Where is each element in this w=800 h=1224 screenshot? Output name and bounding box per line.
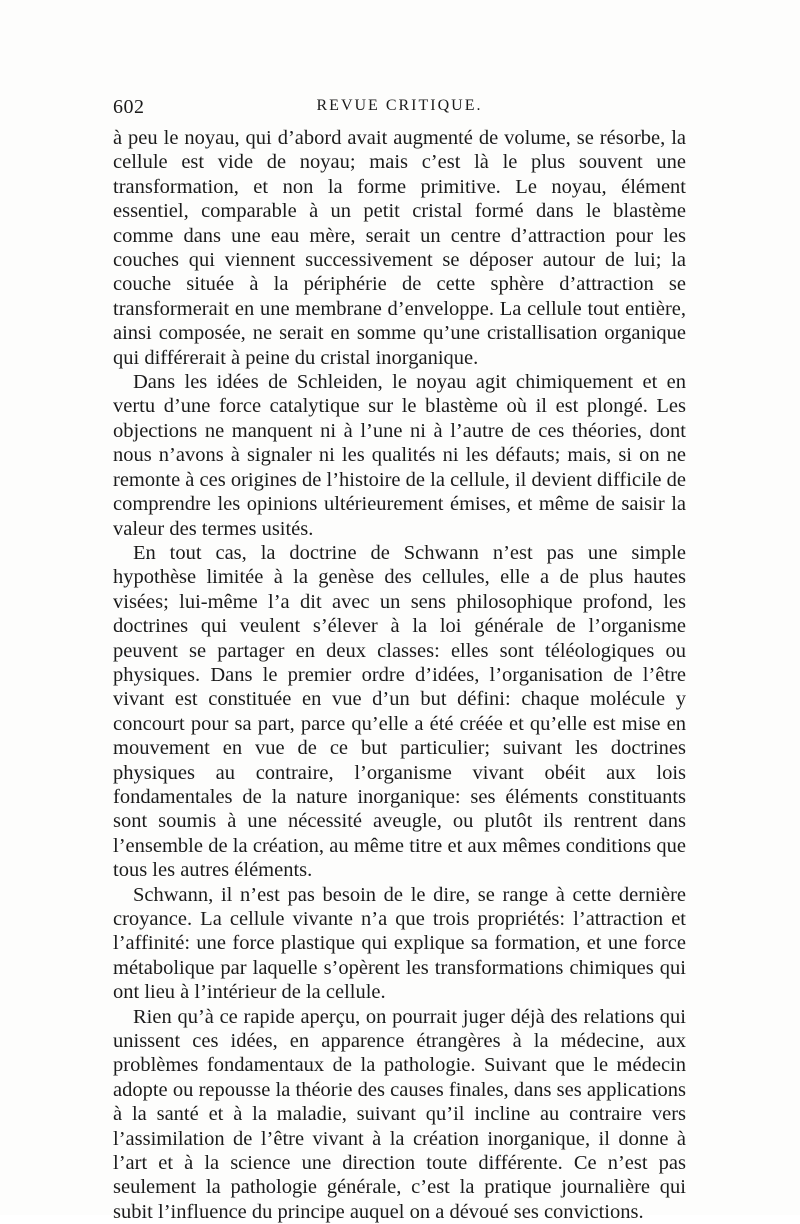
page-number: 602 [113,96,145,118]
paragraph-pathology: Rien qu’à ce rapide aperçu, on pourrait juger déjà des relations qui unissent ces idées, en apparence étrangères à la médecine, aux problèmes fondamentaux de la pathologie. Suivant que le médecin adopte ou repousse la théorie des causes finales, dans ses applications à la santé et à la maladie, suivant qu’il incline au contraire vers l’assimilation de l’être vivant à la création inorganique, il donne à l’art et à la science une direction toute différente. Ce n’est pas seulement la pathologie générale, c’est la pratique journalière qui subit l’influence du principe auquel on a dévoué ses convictions. [113,1005,686,1223]
paragraph-schleiden: Dans les idées de Schleiden, le noyau agit chimiquement et en vertu d’une force catalytique sur le blastème où il est plongé. Les objections ne manquent ni à l’une ni à l’autre de ces théories, dont nous n’avons à signaler ni les qualités ni les défauts; mais, si on ne remonte à ces origines de l’histoire de la cellule, il devient difficile de comprendre les opinions ultérieurement émises, et même de saisir la valeur des termes usités. [113,371,686,540]
paragraph-continuation: à peu le noyau, qui d’abord avait augmenté de volume, se résorbe, la cellule est vide de noyau; mais c’est là le plus souvent une transformation, et non la forme primitive. Le noyau, élément essentiel, comparable à un petit cristal formé dans le blastème comme dans une eau mère, serait un centre d’attraction pour les couches qui viennent successivement se déposer autour de lui; la couche située à la périphérie de cette sphère d’attraction se transformerait en une membrane d’enveloppe. La cellule tout entière, ainsi composée, ne serait en somme qu’une cristallisation organique qui différerait à peine du cristal inorganique. [113,127,686,369]
body-text [113,126,686,1224]
paragraph-schwann-belief: Schwann, il n’est pas besoin de le dire, se range à cette dernière croyance. La cellule vivante n’a que trois propriétés: l’attraction et l’affinité: une force plastique qui explique sa formation, et une force métabolique par laquelle s’opèrent les transformations chimiques qui ont lieu à l’intérieur de la cellule. [113,883,686,1004]
running-head [113,96,686,122]
paragraph-schwann-doctrine: En tout cas, la doctrine de Schwann n’est pas une simple hypothèse limitée à la genèse des cellules, elle a de plus hautes visées; lui-même l’a dit avec un sens philosophique profond, les doctrines qui veulent s’élever à la loi générale de l’organisme peuvent se partager en deux classes: elles sont téléologiques ou physiques. Dans le premier ordre d’idées, l’organisation de l’être vivant est constituée en vue d’un but défini: chaque molécule y concourt pour sa part, parce qu’elle a été créée et qu’elle est mise en mouvement en vue de ce but particulier; suivant les doctrines physiques au contraire, l’organisme vivant obéit aux lois fondamentales de la nature inorganique: ses éléments constituants sont soumis à une nécessité aveugle, ou plutôt ils rentrent dans l’ensemble de la création, au même titre et aux mêmes conditions que tous les autres éléments. [113,541,686,882]
running-title: REVUE CRITIQUE. [316,97,483,114]
